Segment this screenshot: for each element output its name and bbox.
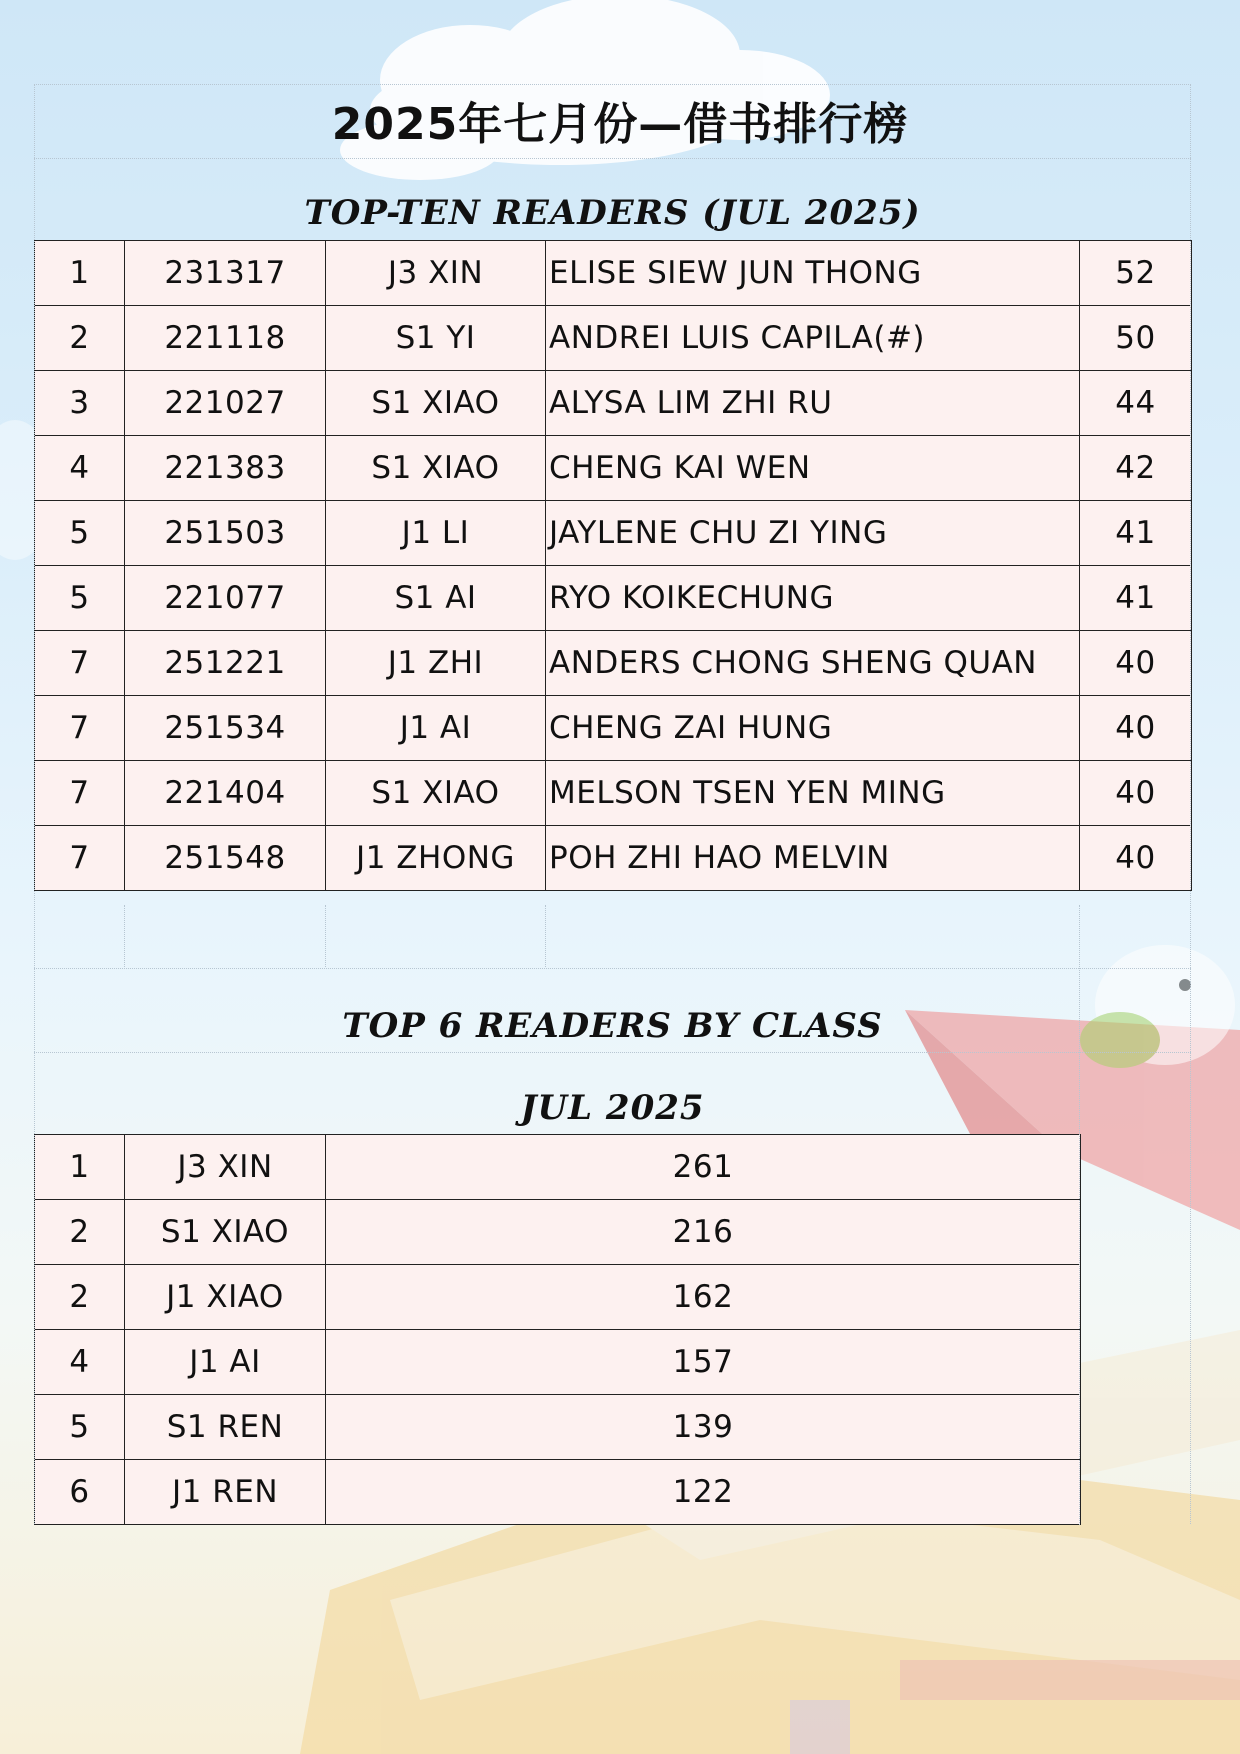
table-row: [35, 1265, 1081, 1330]
guide-line: [34, 968, 1191, 969]
student-name-cell: MELSON TSEN YEN MING: [546, 761, 1080, 826]
rank-cell: 1: [35, 241, 125, 306]
top-ten-heading: TOP-TEN READERS (JUL 2025): [304, 193, 921, 233]
table-row: [35, 241, 1192, 306]
rank-cell: 1: [35, 1135, 125, 1200]
book-count-cell: 40: [1080, 761, 1192, 826]
table-row: [35, 306, 1192, 371]
rank-cell: 7: [35, 826, 125, 891]
class-cell: J1 LI: [326, 501, 546, 566]
class-cell: S1 AI: [326, 566, 546, 631]
guide-line: [34, 84, 35, 1524]
class-cell: J1 ZHONG: [326, 826, 546, 891]
student-name-cell: ANDREI LUIS CAPILA(#): [546, 306, 1080, 371]
table-row: [35, 1330, 1081, 1395]
rank-cell: 6: [35, 1460, 125, 1525]
class-cell: J3 XIN: [125, 1135, 326, 1200]
table-row: [35, 436, 1192, 501]
book-count-cell: 42: [1080, 436, 1192, 501]
book-count-cell: 216: [326, 1200, 1081, 1265]
rank-cell: 5: [35, 501, 125, 566]
class-cell: J1 XIAO: [125, 1265, 326, 1330]
class-cell: S1 YI: [326, 306, 546, 371]
rank-cell: 7: [35, 696, 125, 761]
book-count-cell: 50: [1080, 306, 1192, 371]
guide-line: [545, 905, 546, 967]
student-id-cell: 231317: [125, 241, 326, 306]
class-cell: S1 XIAO: [326, 761, 546, 826]
book-count-cell: 162: [326, 1265, 1081, 1330]
guide-line: [34, 84, 1191, 85]
table-row: [35, 1200, 1081, 1265]
book-count-cell: 122: [326, 1460, 1081, 1525]
table-row: [35, 371, 1192, 436]
student-name-cell: CHENG KAI WEN: [546, 436, 1080, 501]
rank-cell: 4: [35, 436, 125, 501]
class-cell: J3 XIN: [326, 241, 546, 306]
student-name-cell: ALYSA LIM ZHI RU: [546, 371, 1080, 436]
student-id-cell: 251221: [125, 631, 326, 696]
class-cell: J1 REN: [125, 1460, 326, 1525]
rank-cell: 4: [35, 1330, 125, 1395]
table-row: [35, 631, 1192, 696]
book-count-cell: 261: [326, 1135, 1081, 1200]
book-count-cell: 139: [326, 1395, 1081, 1460]
book-count-cell: 157: [326, 1330, 1081, 1395]
rank-cell: 2: [35, 1265, 125, 1330]
class-ranking-heading: TOP 6 READERS BY CLASS: [342, 1006, 883, 1046]
guide-line: [34, 158, 1191, 159]
guide-line: [1079, 905, 1080, 1525]
book-count-cell: 40: [1080, 696, 1192, 761]
student-id-cell: 221027: [125, 371, 326, 436]
table-row: [35, 1460, 1081, 1525]
student-name-cell: ANDERS CHONG SHENG QUAN: [546, 631, 1080, 696]
class-cell: S1 XIAO: [326, 436, 546, 501]
class-cell: J1 AI: [125, 1330, 326, 1395]
page-title: 2025年七月份—借书排行榜: [331, 99, 909, 150]
student-name-cell: CHENG ZAI HUNG: [546, 696, 1080, 761]
student-id-cell: 221077: [125, 566, 326, 631]
book-count-cell: 41: [1080, 566, 1192, 631]
student-id-cell: 251503: [125, 501, 326, 566]
book-count-cell: 40: [1080, 826, 1192, 891]
table-row: [35, 501, 1192, 566]
top-ten-table-body: [35, 241, 1192, 891]
guide-line: [1190, 84, 1191, 1524]
rank-cell: 7: [35, 761, 125, 826]
book-count-cell: 40: [1080, 631, 1192, 696]
student-id-cell: 221383: [125, 436, 326, 501]
rank-cell: 5: [35, 566, 125, 631]
table-row: [35, 696, 1192, 761]
class-ranking-subheading: JUL 2025: [520, 1088, 705, 1128]
rank-cell: 5: [35, 1395, 125, 1460]
rank-cell: 7: [35, 631, 125, 696]
book-count-cell: 41: [1080, 501, 1192, 566]
class-cell: J1 AI: [326, 696, 546, 761]
table-row: [35, 761, 1192, 826]
class-ranking-table: [34, 1134, 1081, 1525]
student-id-cell: 221118: [125, 306, 326, 371]
table-row: [35, 1395, 1081, 1460]
table-row: [35, 566, 1192, 631]
rank-cell: 3: [35, 371, 125, 436]
rank-cell: 2: [35, 306, 125, 371]
guide-line: [124, 905, 125, 967]
table-row: [35, 1135, 1081, 1200]
class-cell: S1 REN: [125, 1395, 326, 1460]
student-name-cell: ELISE SIEW JUN THONG: [546, 241, 1080, 306]
student-name-cell: POH ZHI HAO MELVIN: [546, 826, 1080, 891]
table-row: [35, 826, 1192, 891]
student-id-cell: 221404: [125, 761, 326, 826]
class-cell: J1 ZHI: [326, 631, 546, 696]
rank-cell: 2: [35, 1200, 125, 1265]
book-count-cell: 52: [1080, 241, 1192, 306]
top-ten-table: [34, 240, 1192, 891]
student-name-cell: RYO KOIKECHUNG: [546, 566, 1080, 631]
class-ranking-table-body: [35, 1135, 1081, 1525]
student-id-cell: 251534: [125, 696, 326, 761]
class-cell: S1 XIAO: [326, 371, 546, 436]
student-name-cell: JAYLENE CHU ZI YING: [546, 501, 1080, 566]
student-id-cell: 251548: [125, 826, 326, 891]
guide-line: [325, 905, 326, 967]
class-cell: S1 XIAO: [125, 1200, 326, 1265]
guide-line: [34, 1052, 1191, 1053]
book-count-cell: 44: [1080, 371, 1192, 436]
